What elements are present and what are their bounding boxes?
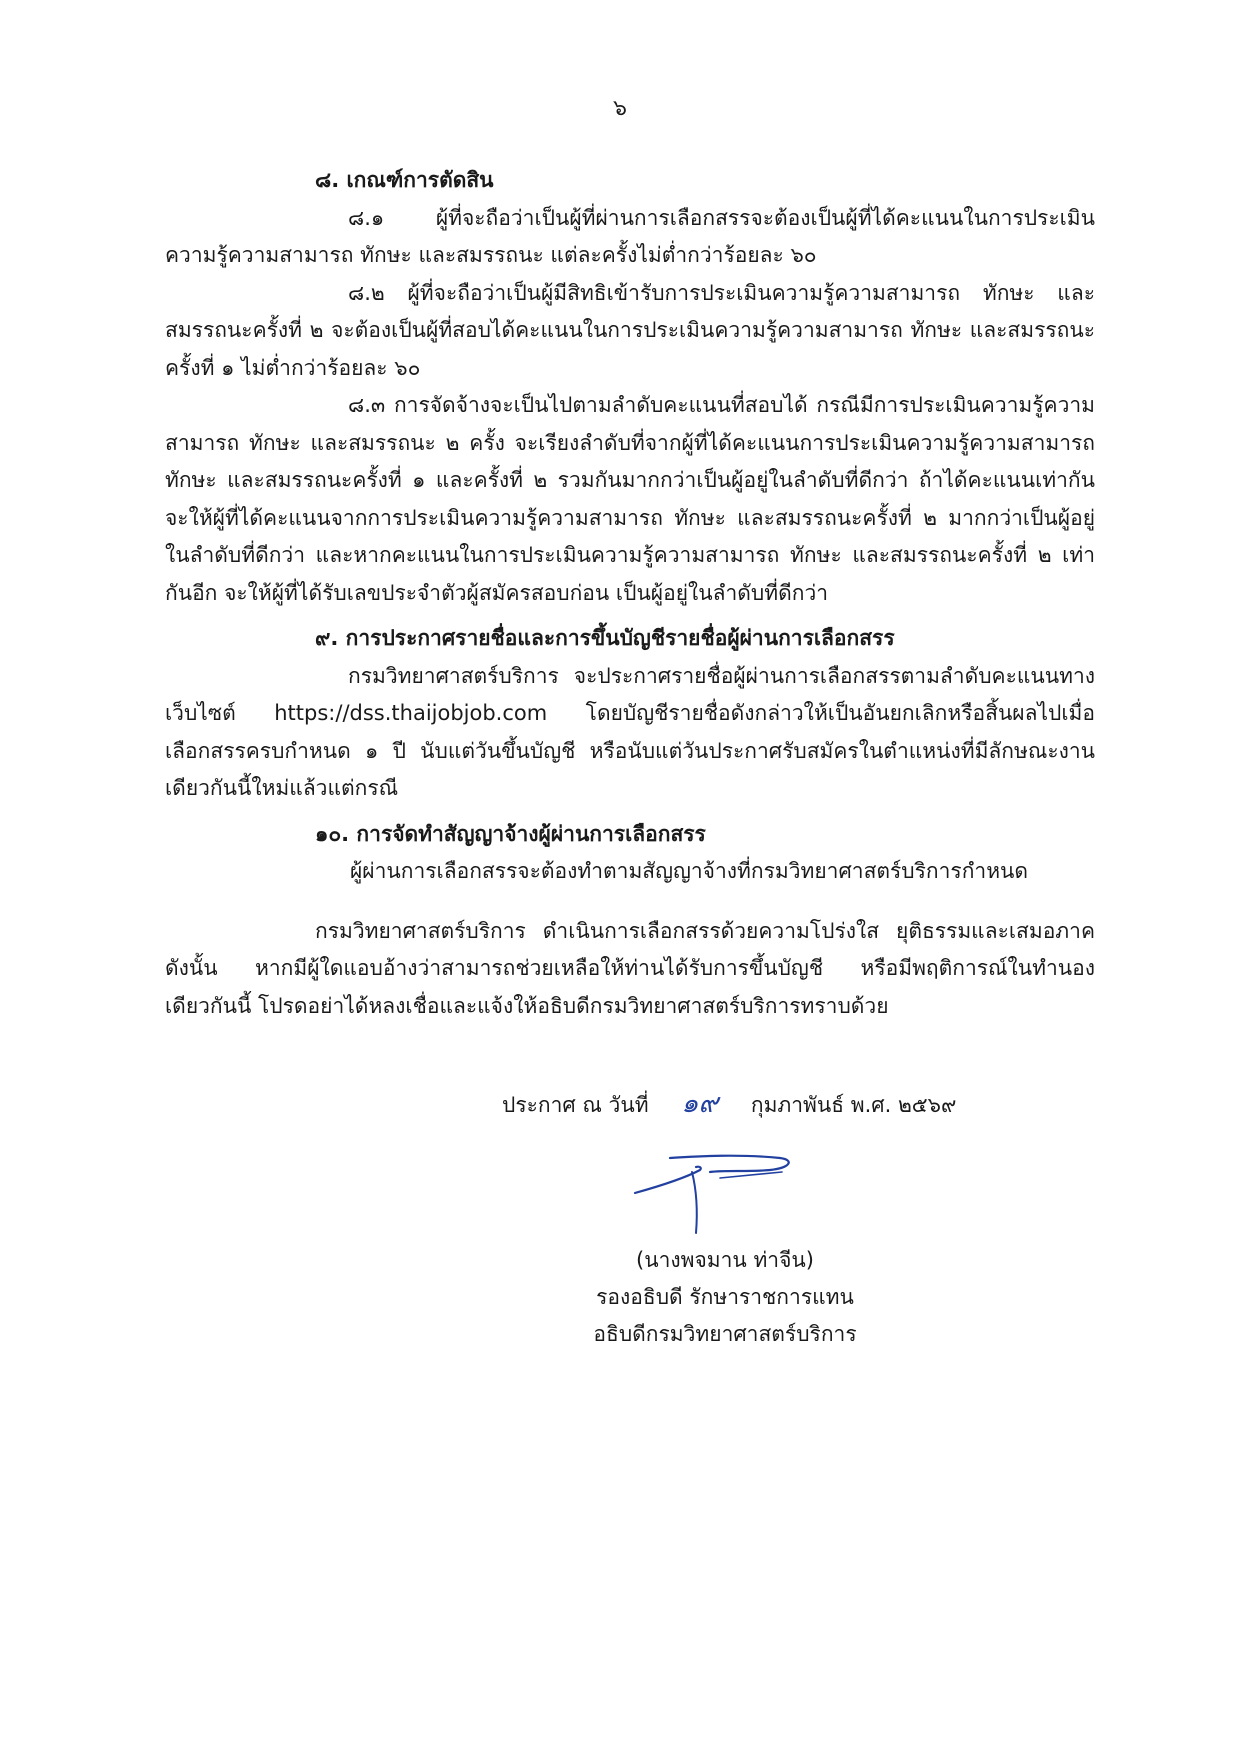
document-body	[165, 162, 1095, 1025]
signatory-position-2: อธิบดีกรมวิทยาศาสตร์บริการ	[593, 1322, 857, 1346]
section-8-3-paragraph: ๘.๓ การจัดจ้างจะเป็นไปตามลำดับคะแนนที่สอบได้ กรณีมีการประเมินความรู้ความสามารถ ทักษะ และสมรรถนะ ๒ ครั้ง จะเรียงลำดับที่จากผู้ที่ได้คะแนนการประเมินความรู้ความสามารถ ทักษะ และสมรรถนะครั้งที่ ๑ และครั้งที่ ๒ รวมกันมากกว่าเป็นผู้อยู่ในลำดับที่ดีกว่า ถ้าได้คะแนนเท่ากัน จะให้ผู้ที่ได้คะแนนจากการประเมินความรู้ความสามารถ ทักษะ และสมรรถนะครั้งที่ ๒ มากกว่าเป็นผู้อยู่ในลำดับที่ดีกว่า และหากคะแนนในการประเมินความรู้ความสามารถ ทักษะ และสมรรถนะครั้งที่ ๒ เท่ากันอีก จะให้ผู้ที่ได้รับเลขประจำตัวผู้สมัครสอบก่อน เป็นผู้อยู่ในลำดับที่ดีกว่า	[165, 393, 1095, 605]
closing-paragraph: กรมวิทยาศาสตร์บริการ ดำเนินการเลือกสรรด้วยความโปร่งใส ยุติธรรมและเสมอภาค ดังนั้น หากมีผู้ใดแอบอ้างว่าสามารถช่วยเหลือให้ท่านได้รับการขึ้นบัญชี หรือมีพฤติการณ์ในทำนองเดียวกันนี้ โปรดอย่าได้หลงเชื่อและแจ้งให้อธิบดีกรมวิทยาศาสตร์บริการทราบด้วย	[165, 918, 1095, 1018]
signature-icon	[630, 1148, 810, 1238]
section-9-paragraph: กรมวิทยาศาสตร์บริการ จะประกาศรายชื่อผู้ผ่านการเลือกสรรตามลำดับคะแนนทางเว็บไซต์ https://dss.thaijobjob.com โดยบัญชีรายชื่อดังกล่าวให้เป็นอันยกเลิกหรือสิ้นผลไปเมื่อเลือกสรรครบกำหนด ๑ ปี นับแต่วันขึ้นบัญชี หรือนับแต่วันประกาศรับสมัครในตำแหน่งที่มีลักษณะงานเดียวกันนี้ใหม่แล้วแต่กรณี	[165, 663, 1095, 800]
announcement-prefix: ประกาศ ณ วันที่	[502, 1093, 649, 1117]
section-8-1-paragraph: ๘.๑ ผู้ที่จะถือว่าเป็นผู้ที่ผ่านการเลือกสรรจะต้องเป็นผู้ที่ได้คะแนนในการประเมินความรู้ความสามารถ ทักษะ และสมรรถนะ แต่ละครั้งไม่ต่ำกว่าร้อยละ ๖๐	[165, 205, 1095, 267]
announcement-date-line	[502, 1085, 956, 1124]
section-10-paragraph: ผู้ผ่านการเลือกสรรจะต้องทำตามสัญญาจ้างที่กรมวิทยาศาสตร์บริการกำหนด	[350, 859, 1029, 883]
signatory-position-1: รองอธิบดี รักษาราชการแทน	[596, 1285, 854, 1309]
section-8-2-paragraph: ๘.๒ ผู้ที่จะถือว่าเป็นผู้มีสิทธิเข้ารับการประเมินความรู้ความสามารถ ทักษะ และสมรรถนะครั้งที่ ๒ จะต้องเป็นผู้ที่สอบได้คะแนนในการประเมินความรู้ความสามารถ ทักษะ และสมรรถนะครั้งที่ ๑ ไม่ต่ำกว่าร้อยละ ๖๐	[165, 280, 1095, 380]
signatory-block	[530, 1242, 920, 1353]
signatory-name: (นางพจมาน ท่าจีน)	[636, 1248, 814, 1272]
section-10-heading: ๑๐. การจัดทำสัญญาจ้างผู้ผ่านการเลือกสรร	[315, 821, 706, 846]
announcement-month-year: กุมภาพันธ์ พ.ศ. ๒๕๖๙	[750, 1093, 957, 1117]
section-9-heading: ๙. การประกาศรายชื่อและการขึ้นบัญชีรายชื่อผู้ผ่านการเลือกสรร	[315, 626, 895, 650]
page-number: ๖	[613, 96, 627, 121]
section-8-heading: ๘. เกณฑ์การตัดสิน	[315, 168, 494, 192]
announcement-day-handwritten: ๑๙	[681, 1088, 719, 1119]
